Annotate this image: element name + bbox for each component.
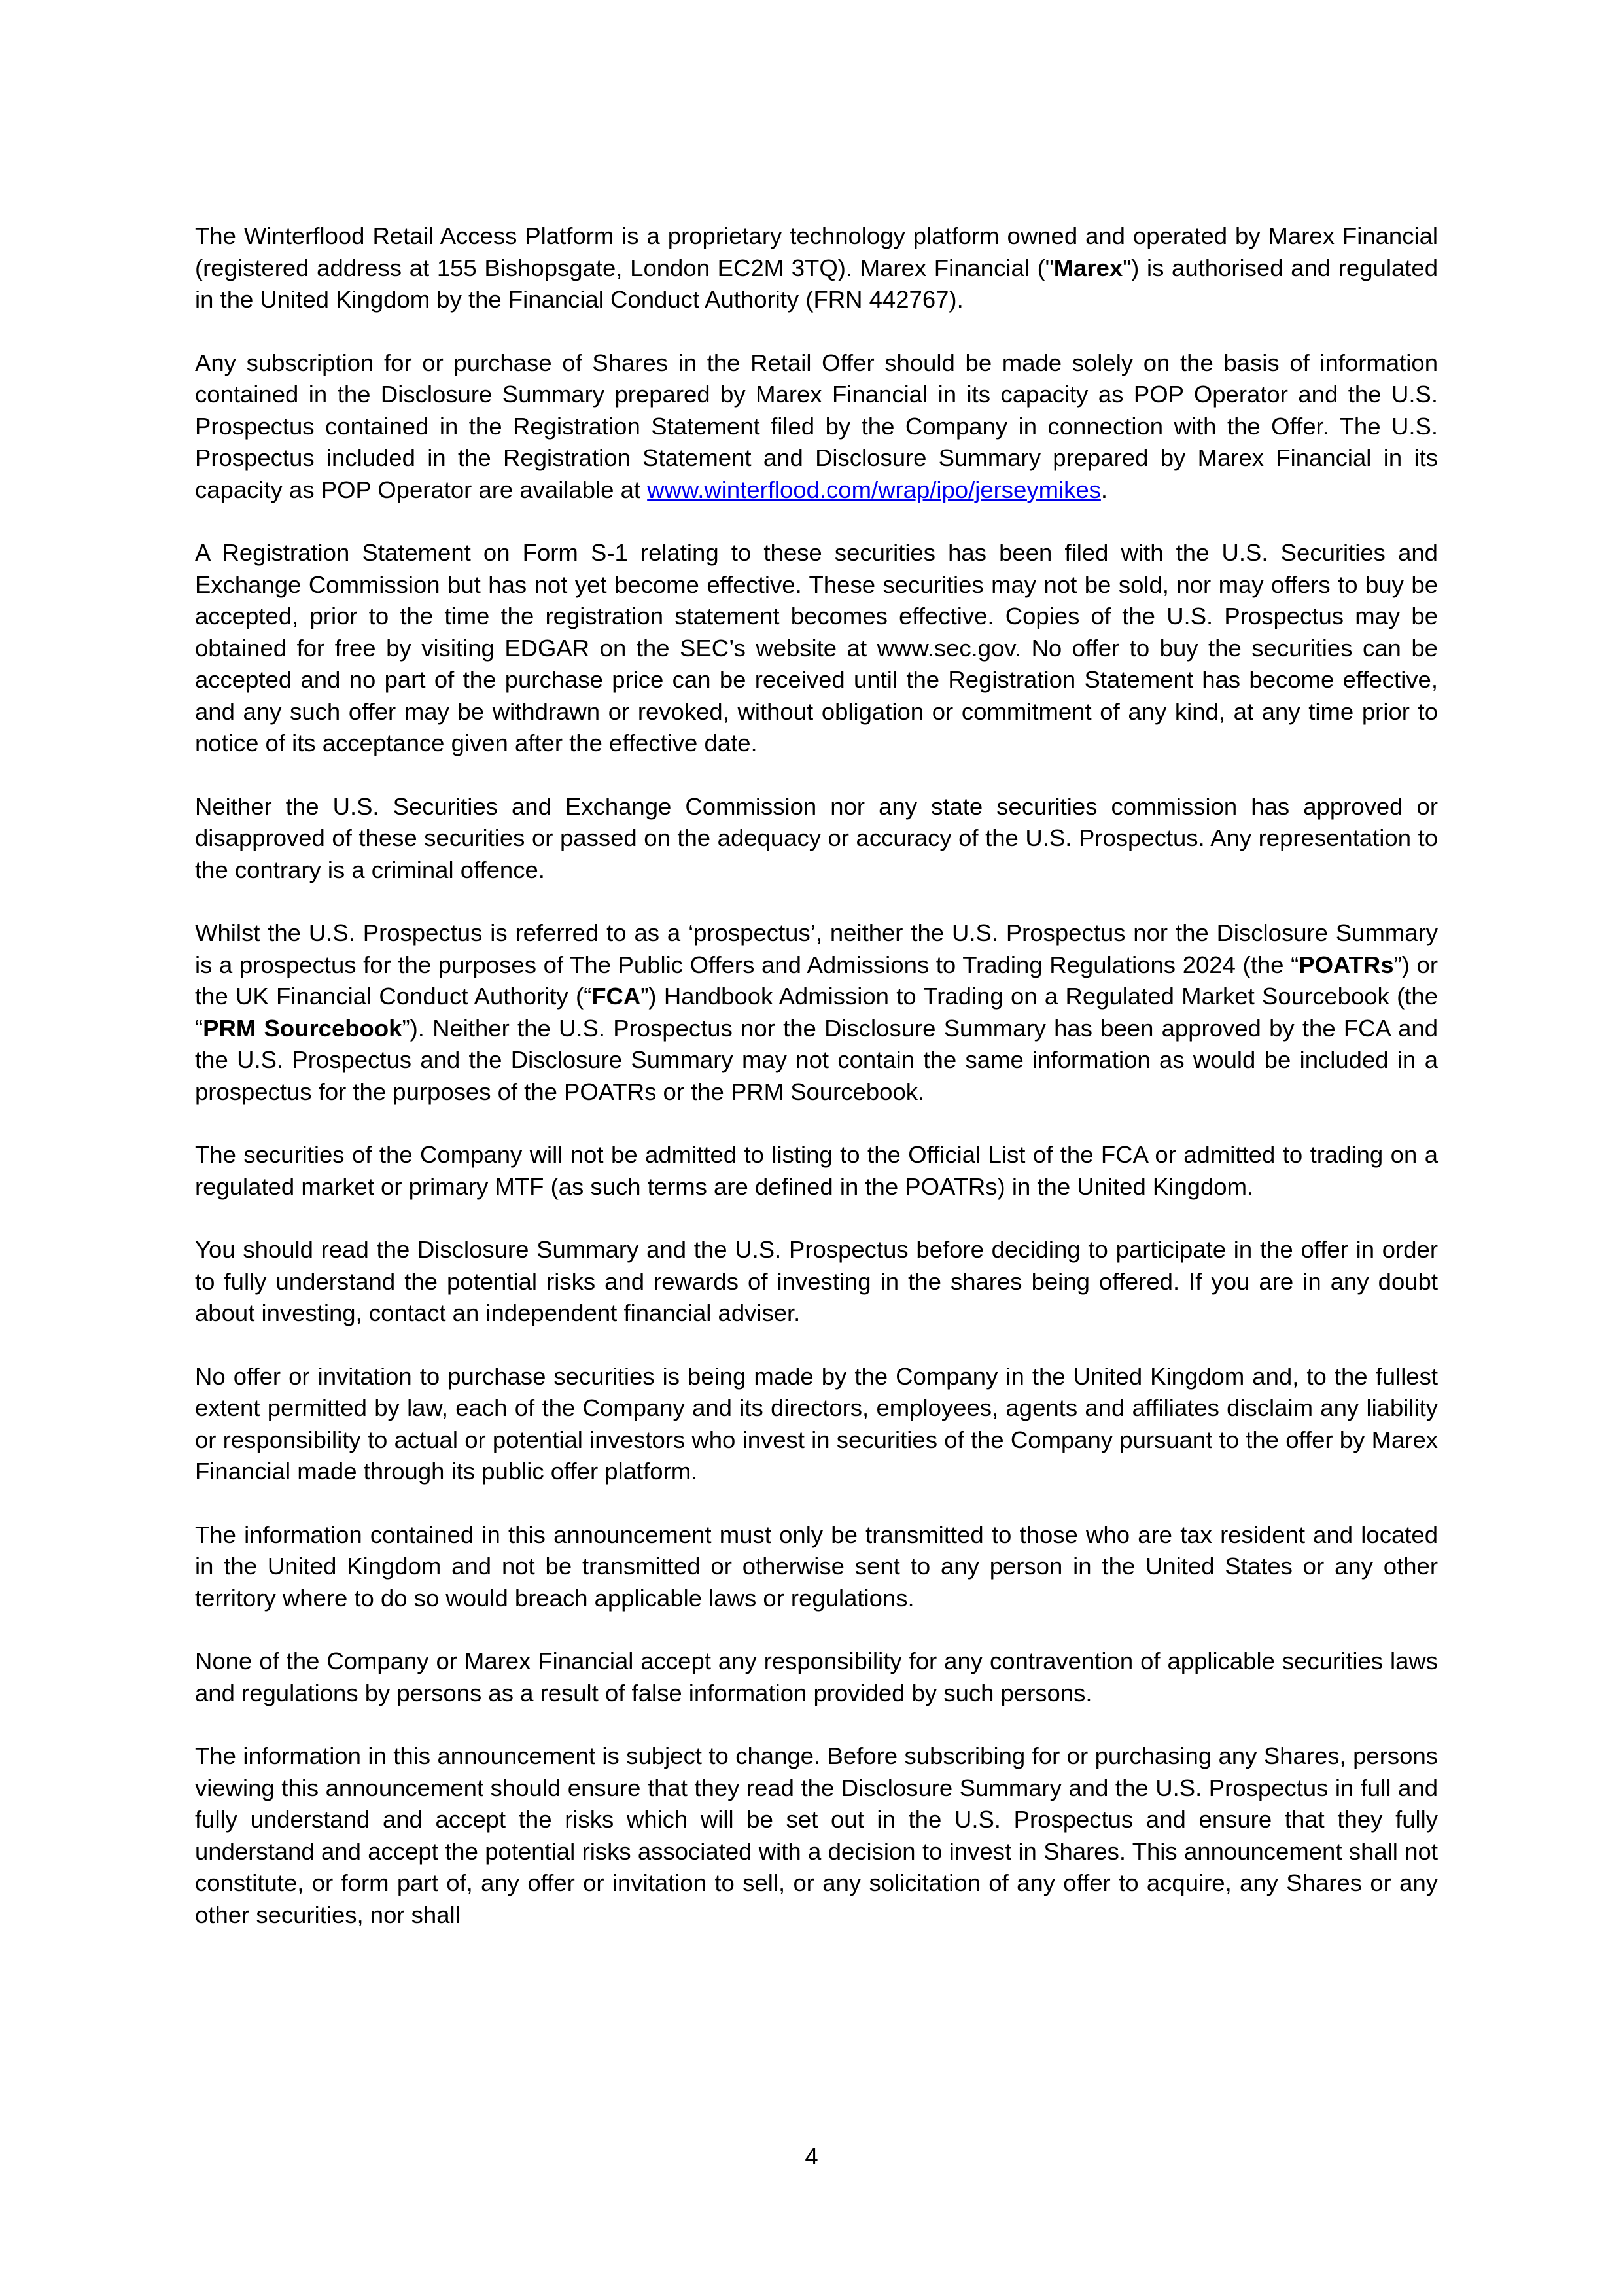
text-run: ”) Handbook Admission to Trading on a Regulated Market Sourcebook (the “ [195, 983, 1438, 1042]
text-run: ”) or the UK Financial Conduct Authority (“ [195, 951, 1439, 1010]
paragraph-subscription-basis [195, 347, 1438, 506]
bold-term-marex: Marex [1053, 254, 1123, 281]
paragraph-listing: The securities of the Company will not be admitted to listing to the Official List of the FCA or admitted to trading on a regulated market or primary MTF (as such terms are defined in the POATRs) in the United Kingdom. [195, 1141, 1438, 1200]
paragraph-registration-statement: A Registration Statement on Form S-1 relating to these securities has been filed with the U.S. Securities and Exchange Commission but has not yet become effective. These securities may not be sold, nor may offers to buy be accepted, prior to the time the registration statement becomes effective. Copies of the U.S. Prospectus may be obtained for free by visiting EDGAR on the SEC’s website at www.sec.gov. No offer to buy the securities can be accepted and no part of the purchase price can be received until the Registration Statement has become effective, and any such offer may be withdrawn or revoked, without obligation or commitment of any kind, at any time prior to notice of its acceptance given after the effective date. [195, 539, 1438, 756]
document-body [195, 221, 1438, 1962]
paragraph-transmission: The information contained in this announcement must only be transmitted to those who are tax resident and located in the United Kingdom and not be transmitted or otherwise sent to any person in the United States or any other territory where to do so would breach applicable laws or regulations. [195, 1521, 1438, 1612]
bold-term-poatrs: POATRs [1299, 951, 1394, 978]
text-run: ") is authorised and regulated in the United Kingdom by the Financial Conduct Authority (FRN 442767). [195, 254, 1438, 313]
paragraph-read-disclosure: You should read the Disclosure Summary and the U.S. Prospectus before deciding to participate in the offer in order to fully understand the potential risks and rewards of investing in the shares being offered. If you are in any doubt about investing, contact an independent financial adviser. [195, 1236, 1438, 1326]
bold-term-prm-sourcebook: PRM Sourcebook [203, 1014, 402, 1042]
paragraph-platform-ownership [195, 221, 1438, 316]
text-run: Any subscription for or purchase of Shares in the Retail Offer should be made solely on the basis of information contained in the Disclosure Summary prepared by Marex Financial in its capacity as POP Operator and the U.S. Prospectus contained in the Registration Statement filed by the Company in connection with the Offer. The U.S. Prospectus included in the Registration Statement and Disclosure Summary prepared by Marex Financial in its capacity as POP Operator are available at [195, 349, 1438, 503]
text-run: ”). Neither the U.S. Prospectus nor the Disclosure Summary has been approved by the FCA and the U.S. Prospectus and the Disclosure Summary may not contain the same information as would be included in a prospectus for the purposes of the POATRs or the PRM Sourcebook. [195, 1014, 1438, 1105]
paragraph-no-offer: No offer or invitation to purchase securities is being made by the Company in the United Kingdom and, to the fullest extent permitted by law, each of the Company and its directors, employees, agents and affiliates disclaim any liability or responsibility to actual or potential investors who invest in securities of the Company pursuant to the offer by Marex Financial made through its public offer platform. [195, 1362, 1438, 1485]
page-number: 4 [805, 2143, 818, 2170]
text-run: . [1100, 476, 1108, 503]
paragraph-sec-approval: Neither the U.S. Securities and Exchange Commission nor any state securities commission has approved or disapproved of these securities or passed on the adequacy or accuracy of the U.S. Prospectus. Any representation to the contrary is a criminal offence. [195, 792, 1438, 883]
paragraph-prospectus-definition [195, 917, 1438, 1108]
bold-term-fca: FCA [591, 983, 641, 1010]
text-run: The Winterflood Retail Access Platform is a proprietary technology platform owned and operated by Marex Financial (registered address at 155 Bishopsgate, London EC2M 3TQ). Marex Financial (" [195, 222, 1438, 281]
winterflood-link[interactable]: www.winterflood.com/wrap/ipo/jerseymikes [647, 476, 1101, 503]
paragraph-responsibility: None of the Company or Marex Financial accept any responsibility for any contravention of applicable securities laws and regulations by persons as a result of false information provided by such persons. [195, 1648, 1438, 1706]
paragraph-subject-to-change: The information in this announcement is subject to change. Before subscribing for or purchasing any Shares, persons viewing this announcement should ensure that they read the Disclosure Summary and the U.S. Prospectus in full and fully understand and accept the risks which will be set out in the U.S. Prospectus and ensure that they fully understand and accept the potential risks associated with a decision to invest in Shares. This announcement shall not constitute, or form part of, any offer or invitation to sell, or any solicitation of any offer to acquire, any Shares or any other securities, nor shall [195, 1742, 1438, 1928]
text-run: Whilst the U.S. Prospectus is referred to as a ‘prospectus’, neither the U.S. Prospectus nor the Disclosure Summary is a prospectus for the purposes of The Public Offers and Admissions to Trading Regulations 2024 (the “ [195, 919, 1438, 978]
